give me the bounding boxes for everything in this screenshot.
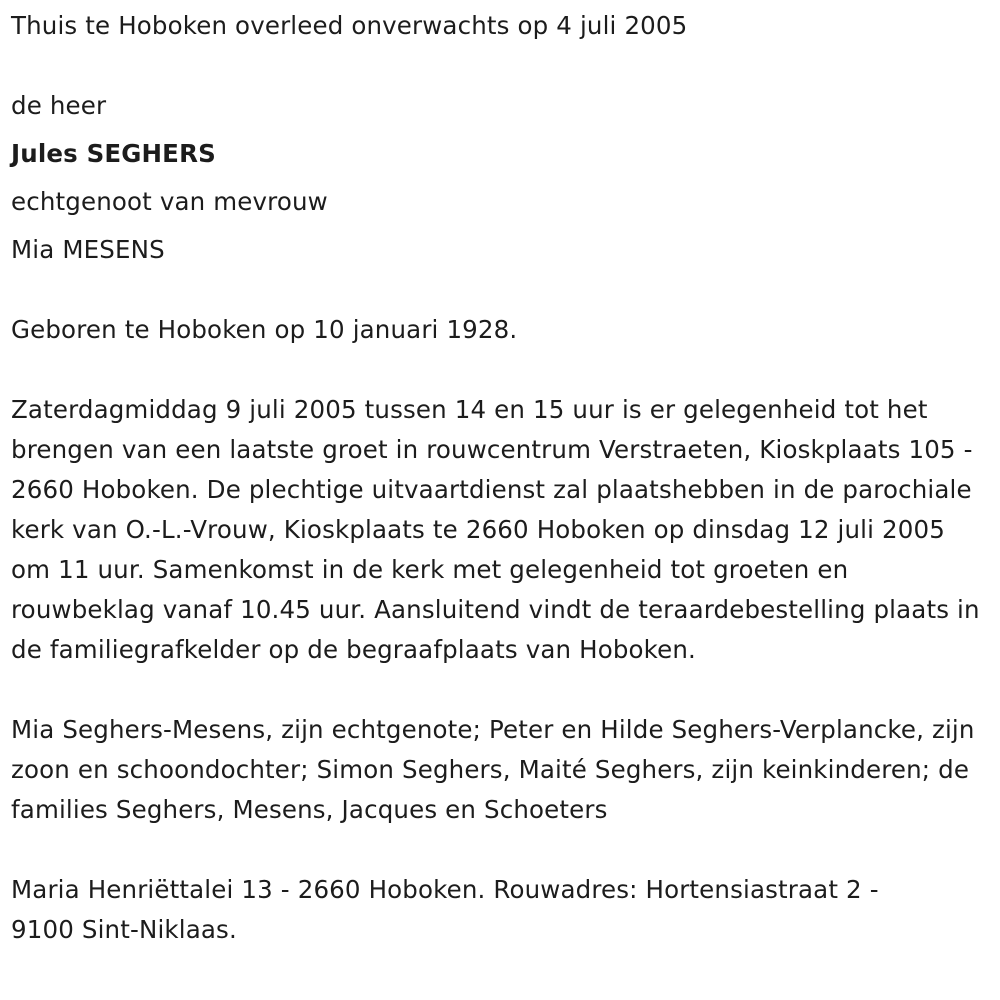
birth-details: Geboren te Hoboken op 10 januari 1928. — [11, 315, 518, 344]
deceased-name: Jules SEGHERS — [11, 139, 216, 168]
funeral-details: Zaterdagmiddag 9 juli 2005 tussen 14 en 15 uur is er gelegenheid tot het brengen van een laatste groet in rouwcentrum Verstraeten, Kioskplaats 105 - 2660 Hoboken. De plechtige uitvaartdienst zal plaatshebben in de parochiale kerk van O.-L.-Vrouw, Kioskplaats te 2660 Hoboken op dinsdag 12 juli 2005 om 11 uur. Samenkomst in de kerk met gelegenheid tot groeten en rouwbeklag vanaf 10.45 uur. Aansluitend vindt de teraardebestelling plaats in de familiegrafkelder op de begraafplaats van Hoboken. — [11, 395, 980, 664]
spacer — [11, 174, 992, 182]
spacer — [11, 830, 992, 870]
spacer — [11, 126, 992, 134]
death-announcement: Thuis te Hoboken overleed onverwachts op 4 juli 2005 — [11, 11, 688, 40]
spacer — [11, 222, 992, 230]
family-members: Mia Seghers-Mesens, zijn echtgenote; Peter en Hilde Seghers-Verplancke, zijn zoon en schoondochter; Simon Seghers, Maité Seghers, zijn keinkinderen; de families Seghers, Mesens, Jacques en Schoeters — [11, 715, 975, 824]
mourning-address: Maria Henriëttalei 13 - 2660 Hoboken. Rouwadres: Hortensiastraat 2 - 9100 Sint-Niklaas. — [11, 875, 879, 944]
spouse-relation: echtgenoot van mevrouw — [11, 187, 328, 216]
spacer — [11, 670, 992, 710]
spacer — [11, 350, 992, 390]
spacer — [11, 46, 992, 86]
title-prefix: de heer — [11, 91, 107, 120]
spacer — [11, 270, 992, 310]
spouse-name: Mia MESENS — [11, 235, 165, 264]
